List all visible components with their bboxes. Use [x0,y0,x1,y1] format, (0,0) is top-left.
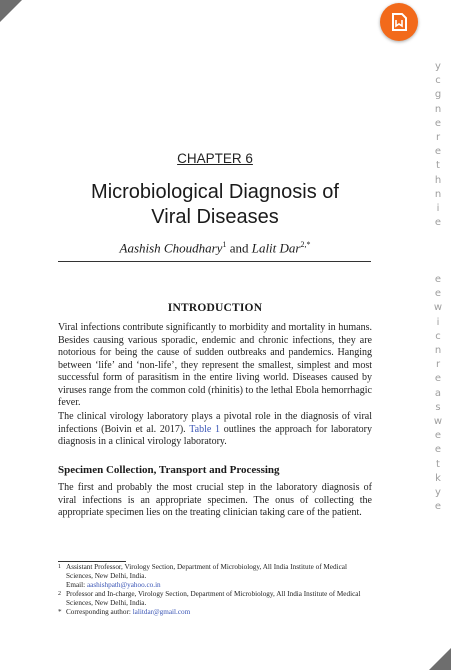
edge-letter: h [434,174,442,186]
edge-letter: n [434,103,442,115]
edge-letter: a [434,387,442,399]
edge-letter: n [434,188,442,200]
footnote-1-email-link[interactable]: aashishpath@yahoo.co.in [86,580,161,589]
edge-letter: i [436,203,440,215]
introduction-heading: INTRODUCTION [167,302,263,314]
edge-letter: e [434,430,442,442]
edge-letter: g [434,89,442,101]
edge-letter: w [433,416,443,428]
edge-letter: e [434,274,442,286]
page-corner-bottom-right [429,648,451,670]
footnote-3-email-link[interactable]: lalitdar@gmail.com [132,608,191,616]
author-1-sup: 1 [222,240,227,249]
edge-letter [430,230,446,244]
edge-letter: e [434,117,442,129]
footnote-3-mark: * [58,608,62,616]
table-1-link[interactable]: Table 1 [189,423,221,435]
footnote-1-mark: 1 [58,564,61,570]
footnote-1-email-label: Email: [66,580,87,589]
footnote-2-mark: 2 [58,591,61,597]
para2-text-b: outlines the approach for laboratory diagnosis in a clinical virology laboratory. [58,423,373,447]
page-edge-letters [430,60,446,640]
footnote-3 [58,608,372,617]
page-corner-top-left [0,0,22,22]
para2-text-a: The clinical virology laboratory plays a pivotal role in the diagnosis of viral infections (Boivin et al. 2017). [58,411,372,435]
edge-letter: e [434,373,442,385]
edge-letter: t [436,160,440,172]
edge-letter [430,259,446,273]
edge-letter: w [433,302,443,314]
title-line-1: Microbiological Diagnosis of [91,181,339,203]
introduction-paragraph-2 [58,411,372,449]
edge-letter: e [434,146,442,158]
author-2: Lalit Dar [251,240,301,256]
footnote-divider [58,561,126,562]
author-connector: and [229,240,249,256]
edge-letter: n [434,345,442,357]
footnote-1 [58,563,372,589]
footnote-1-text: Assistant Professor, Virology Section, Department of Microbiology, All India Institute of Medical Sciences, New Delhi, India. [66,563,347,580]
edge-letter: e [434,444,442,456]
edge-letter: k [435,472,441,484]
edge-letter: e [434,501,442,513]
edge-letter: r [435,359,441,371]
author-line [0,240,430,256]
introduction-paragraph-1: Viral infections contribute significantly to morbidity and mortality in humans. Besides causing various sporadic, endemic and chronic infections, they are notorious for being the cause of sudden outbreaks and pandemics. Hanging between ‘life’ and ‘non-life’, they represent the smallest, simplest and most successful form of parasitism in the entire living world. Diseases caused by viruses range from the common cold (rhinitis) to the lethal Ebola hemorrhagic fever. [58,322,372,408]
footnote-2-text: Professor and In-charge, Virology Section, Department of Microbiology, All India Institute of Medical Sciences, New Delhi, India. [66,590,361,607]
author-2-sup: 2,* [300,240,311,249]
edge-letter: e [434,288,442,300]
title-line-2: Viral Diseases [151,206,279,228]
footnote-3-label: Corresponding author: [66,608,133,616]
edge-letter: e [434,217,442,229]
edge-letter: i [436,316,440,328]
edge-letter: r [435,132,441,144]
author-1: Aashish Choudhary [119,240,223,256]
edge-letter: y [435,487,441,499]
edge-letter: s [435,401,441,413]
title-divider [58,261,371,262]
edge-letter [430,245,446,259]
chapter-label: CHAPTER 6 [177,151,253,166]
edge-letter: c [435,330,441,342]
chapter-title [0,180,430,230]
footnote-2 [58,590,372,608]
specimen-heading: Specimen Collection, Transport and Processing [58,464,280,476]
document-reader-button[interactable] [380,3,418,41]
specimen-paragraph-1: The first and probably the most crucial step in the laboratory diagnosis of viral infections is an appropriate specimen. The onus of collecting the appropriate specimen lies on the treating clinician taking care of the patient. [58,482,372,518]
edge-letter: y [435,61,441,72]
document-reader-icon [388,11,410,33]
edge-letter: t [436,458,440,470]
edge-letter: c [435,75,441,87]
